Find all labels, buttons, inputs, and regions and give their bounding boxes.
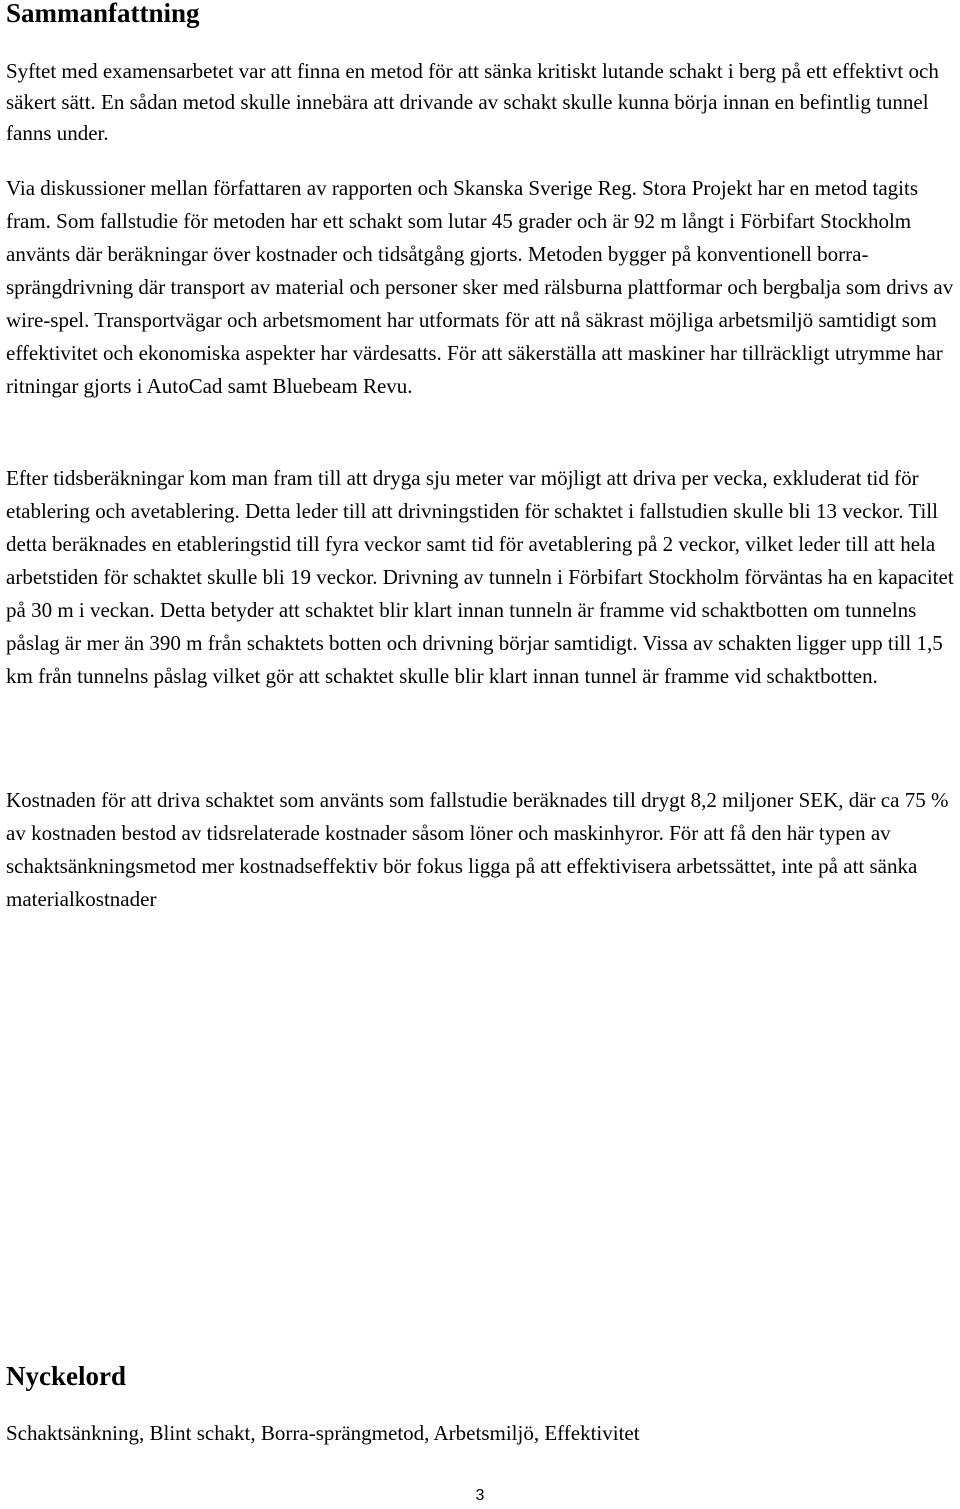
page-number: 3	[475, 1487, 485, 1504]
summary-paragraph-3: Efter tidsberäkningar kom man fram till att dryga sju meter var möjligt att driva per vecka, exkluderat tid för etablering och avetablering. Detta leder till att drivningstiden för schaktet i fallstudien skulle bli 13 veckor. Till detta beräknades en etableringstid till fyra veckor samt tid för avetablering på 2 veckor, vilket leder till att hela arbetstiden för schaktet skulle bli 19 veckor. Drivning av tunneln i Förbifart Stockholm förväntas ha en kapacitet på 30 m i veckan. Detta betyder att schaktet blir klart innan tunneln är framme vid schaktbotten om tunnelns påslag är mer än 390 m från schaktets botten och drivning börjar samtidigt. Vissa av schakten ligger upp till 1,5 km från tunnelns påslag vilket gör att schaktet skulle blir klart innan tunnel är framme vid schaktbotten.	[6, 466, 954, 688]
summary-heading: Sammanfattning	[6, 0, 200, 28]
summary-paragraph-2: Via diskussioner mellan författaren av rapporten och Skanska Sverige Reg. Stora Projekt har en metod tagits fram. Som fallstudie för metoden har ett schakt som lutar 45 grader och är 92 m långt i Förbifart Stockholm använts där beräkningar över kostnader och tidsåtgång gjorts. Metoden bygger på konventionell borra-sprängdrivning där transport av material och personer sker med rälsburna plattformar och bergbalja som drivs av wire-spel. Transportvägar och arbetsmoment har utformats för att nå säkrast möjliga arbetsmiljö samtidigt som effektivitet och ekonomiska aspekter har värdesatts. För att säkerställa att maskiner har tillräckligt utrymme har ritningar gjorts i AutoCad samt Bluebeam Revu.	[6, 176, 954, 398]
keywords-heading: Nyckelord	[6, 1361, 126, 1391]
keywords-text: Schaktsänkning, Blint schakt, Borra-sprängmetod, Arbetsmiljö, Effektivitet	[6, 1421, 640, 1445]
summary-paragraph-4: Kostnaden för att driva schaktet som använts som fallstudie beräknades till drygt 8,2 miljoner SEK, där ca 75 % av kostnaden bestod av tidsrelaterade kostnader såsom löner och maskinhyror. För att få den här typen av schaktsänkningsmetod mer kostnadseffektiv bör fokus ligga på att effektivisera arbetssättet, inte på att sänka materialkostnader	[6, 788, 949, 911]
summary-paragraph-1: Syftet med examensarbetet var att finna en metod för att sänka kritiskt lutande schakt i berg på ett effektivt och säkert sätt. En sådan metod skulle innebära att drivande av schakt skulle kunna börja innan en befintlig tunnel fanns under.	[6, 59, 939, 145]
